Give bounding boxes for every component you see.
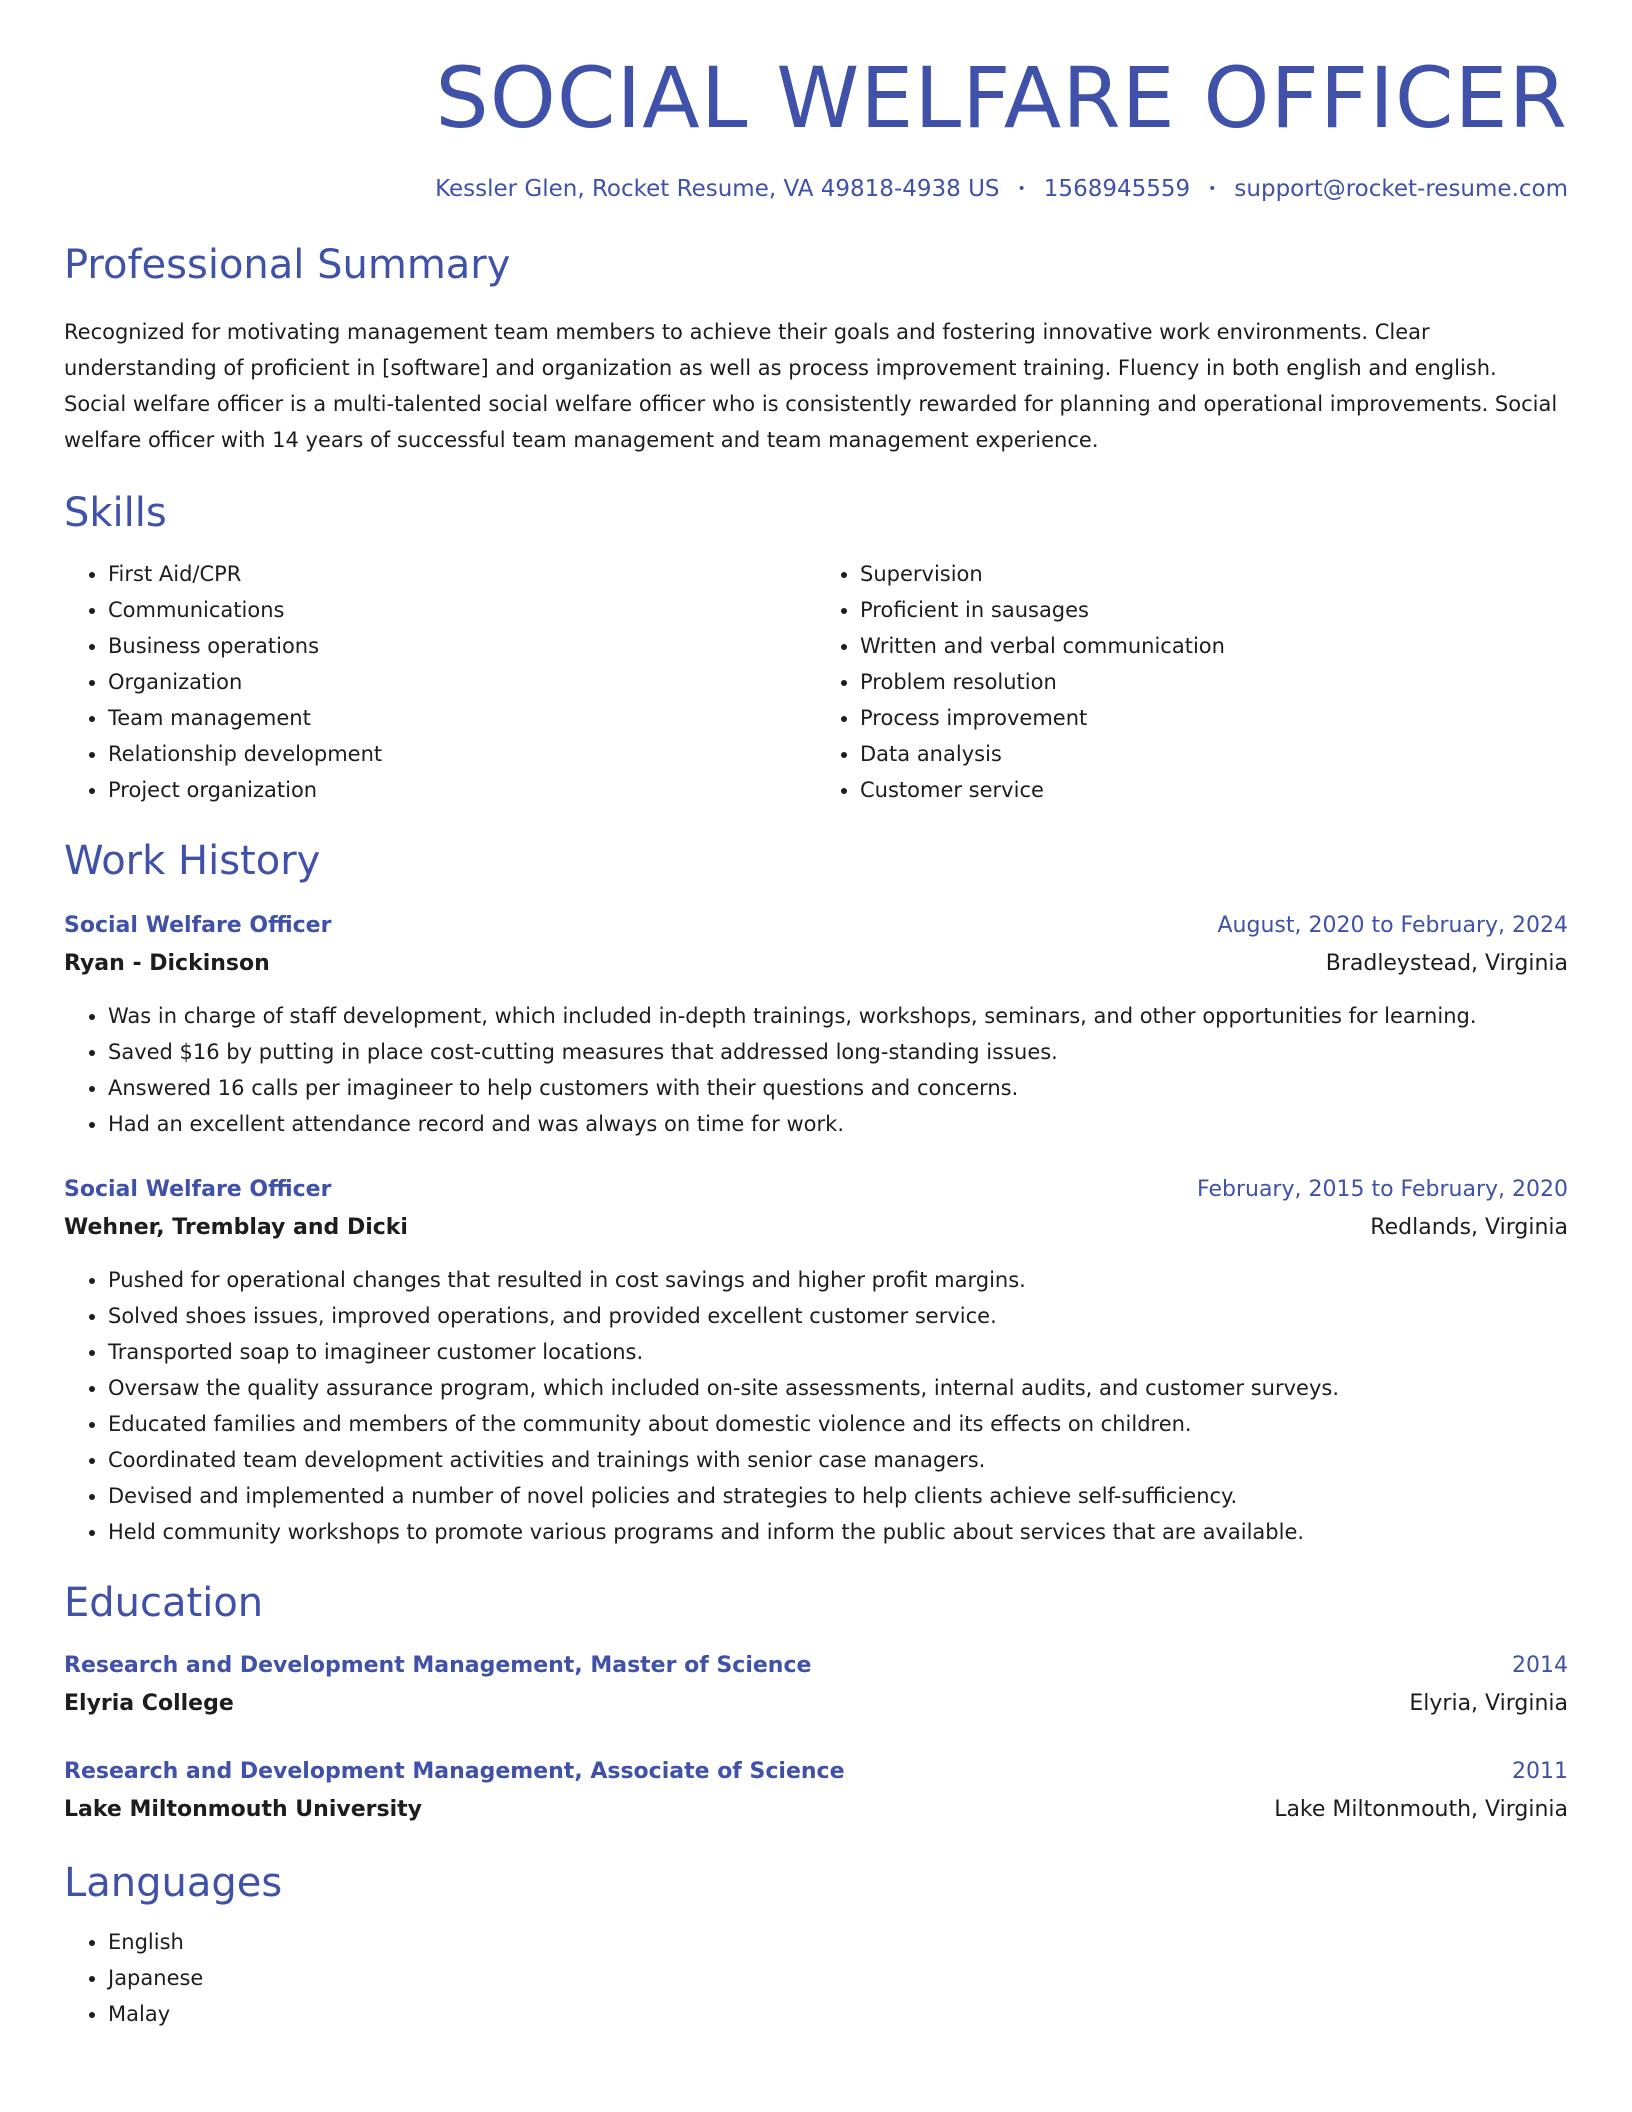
- job-location: Redlands, Virginia: [1370, 1215, 1568, 1240]
- job-bullet: • Held community workshops to promote various programs and inform the public about services that are available.: [108, 1514, 1568, 1550]
- job-entry: [64, 908, 1568, 1142]
- job-bullet: • Saved $16 by putting in place cost-cutting measures that addressed long-standing issues.: [108, 1034, 1568, 1070]
- languages-list: [64, 1924, 1568, 2032]
- job-bullet: • Answered 16 calls per imagineer to help customers with their questions and concerns.: [108, 1070, 1568, 1106]
- skill-item: • Proficient in sausages: [860, 592, 1568, 628]
- language-item: • Japanese: [108, 1960, 1568, 1996]
- contact-separator: •: [1017, 181, 1026, 197]
- job-bullet: • Had an excellent attendance record and was always on time for work.: [108, 1106, 1568, 1142]
- resume-title: SOCIAL WELFARE OFFICER: [435, 49, 1568, 147]
- education-degree-row: [64, 1648, 1568, 1684]
- education-location: Lake Miltonmouth, Virginia: [1274, 1797, 1568, 1822]
- job-location: Bradleystead, Virginia: [1325, 951, 1568, 976]
- job-company-row: [64, 946, 1568, 982]
- job-bullet: • Transported soap to imagineer customer locations.: [108, 1334, 1568, 1370]
- work-history-heading: Work History: [64, 838, 321, 884]
- job-company: Wehner, Tremblay and Dicki: [64, 1215, 408, 1240]
- skill-item: • Communications: [108, 592, 816, 628]
- skill-item: • Organization: [108, 664, 816, 700]
- job-bullet: • Pushed for operational changes that resulted in cost savings and higher profit margins.: [108, 1262, 1568, 1298]
- job-bullet: • Solved shoes issues, improved operations, and provided excellent customer service.: [108, 1298, 1568, 1334]
- skills-list: [64, 556, 1568, 808]
- job-company-row: [64, 1210, 1568, 1246]
- education-year: 2011: [1512, 1759, 1568, 1784]
- skill-item: • Written and verbal communication: [860, 628, 1568, 664]
- job-bullets: [64, 1262, 1568, 1550]
- skills-column-right: [816, 556, 1568, 808]
- skill-item: • Project organization: [108, 772, 816, 808]
- education-entry: [64, 1648, 1568, 1722]
- language-item: • English: [108, 1924, 1568, 1960]
- skill-item: • Data analysis: [860, 736, 1568, 772]
- job-dates: August, 2020 to February, 2024: [1217, 913, 1568, 938]
- education-school-row: [64, 1792, 1568, 1828]
- job-title: Social Welfare Officer: [64, 913, 332, 938]
- education-year: 2014: [1512, 1653, 1568, 1678]
- summary-text: Recognized for motivating management team members to achieve their goals and fostering innovative work environments. Clear understanding of proficient in [software] and organization as well as process improvement training. Fluency in both english and english. Social welfare officer is a multi-talented social welfare officer who is consistently rewarded for planning and operational improvements. Social welfare officer with 14 years of successful team management and team management experience.: [64, 320, 1558, 452]
- job-title: Social Welfare Officer: [64, 1177, 332, 1202]
- contact-email: support@rocket-resume.com: [1234, 176, 1568, 202]
- languages-heading: Languages: [64, 1860, 283, 1906]
- education-location: Elyria, Virginia: [1409, 1691, 1568, 1716]
- skills-column-left: [64, 556, 816, 808]
- skill-item: • First Aid/CPR: [108, 556, 816, 592]
- skill-item: • Business operations: [108, 628, 816, 664]
- job-bullet: • Coordinated team development activities and trainings with senior case managers.: [108, 1442, 1568, 1478]
- skill-item: • Process improvement: [860, 700, 1568, 736]
- education-school: Lake Miltonmouth University: [64, 1797, 422, 1822]
- job-title-row: [64, 1172, 1568, 1208]
- skill-item: • Customer service: [860, 772, 1568, 808]
- contact-separator: •: [1208, 181, 1217, 197]
- education-degree: Research and Development Management, Master of Science: [64, 1653, 812, 1678]
- contact-phone: 1568945559: [1043, 176, 1191, 202]
- education-degree-row: [64, 1754, 1568, 1790]
- job-bullet: • Devised and implemented a number of novel policies and strategies to help clients achieve self-sufficiency.: [108, 1478, 1568, 1514]
- contact-address: Kessler Glen, Rocket Resume, VA 49818-4938 US: [435, 176, 1000, 202]
- job-company: Ryan - Dickinson: [64, 951, 270, 976]
- education-entry: [64, 1754, 1568, 1828]
- education-school-row: [64, 1686, 1568, 1722]
- job-bullets: [64, 998, 1568, 1142]
- skill-item: • Supervision: [860, 556, 1568, 592]
- job-title-row: [64, 908, 1568, 944]
- job-bullet: • Educated families and members of the community about domestic violence and its effects on children.: [108, 1406, 1568, 1442]
- job-bullet: • Was in charge of staff development, which included in-depth trainings, workshops, seminars, and other opportunities for learning.: [108, 998, 1568, 1034]
- skill-item: • Team management: [108, 700, 816, 736]
- skill-item: • Problem resolution: [860, 664, 1568, 700]
- education-degree: Research and Development Management, Associate of Science: [64, 1759, 845, 1784]
- skill-item: • Relationship development: [108, 736, 816, 772]
- language-item: • Malay: [108, 1996, 1568, 2032]
- education-school: Elyria College: [64, 1691, 234, 1716]
- skills-heading: Skills: [64, 490, 167, 536]
- job-bullet: • Oversaw the quality assurance program, which included on-site assessments, internal audits, and customer surveys.: [108, 1370, 1568, 1406]
- job-dates: February, 2015 to February, 2020: [1197, 1177, 1568, 1202]
- contact-line: [64, 176, 1568, 202]
- education-heading: Education: [64, 1580, 264, 1626]
- summary-heading: Professional Summary: [64, 242, 511, 288]
- job-entry: [64, 1172, 1568, 1550]
